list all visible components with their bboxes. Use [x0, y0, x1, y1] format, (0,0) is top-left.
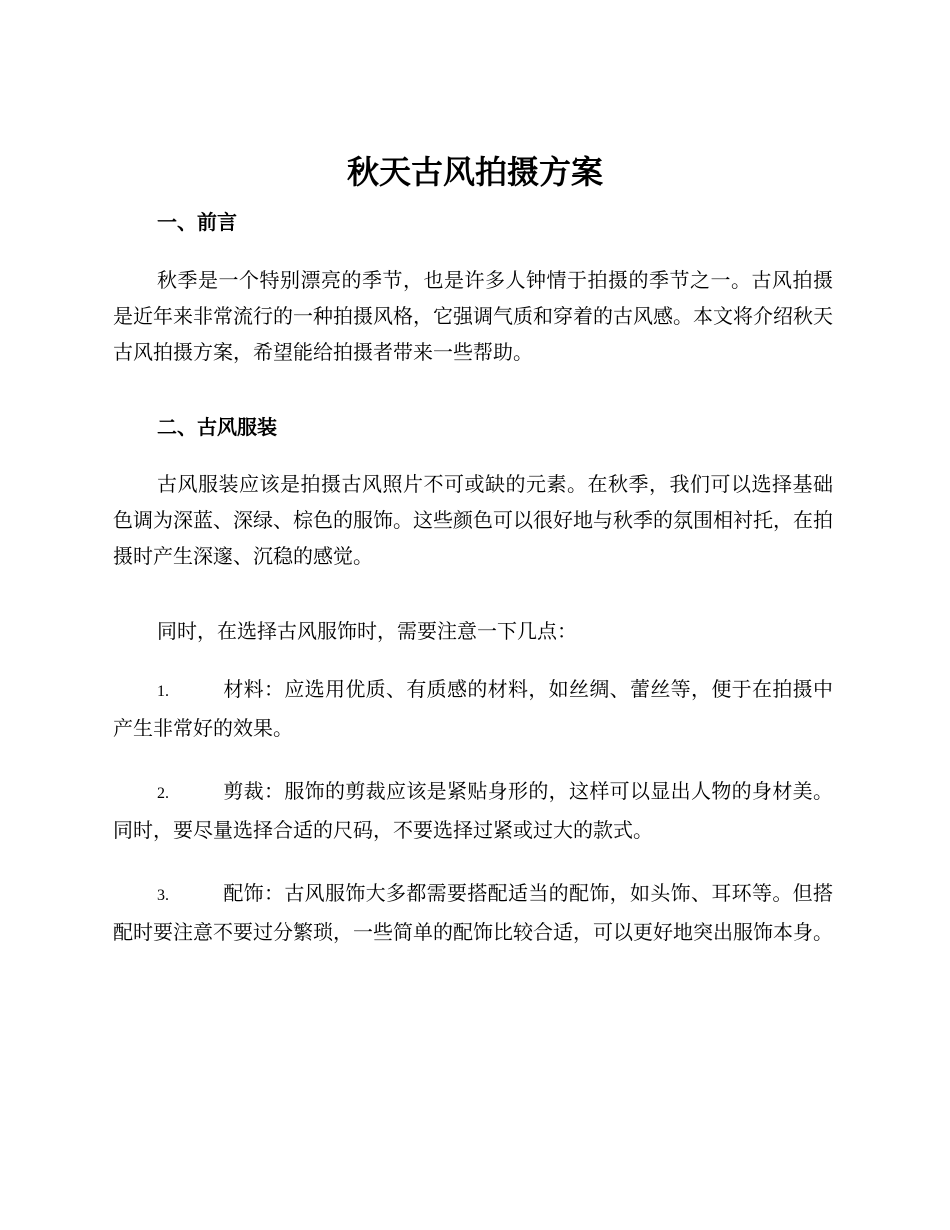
list-item-text: 材料：应选用优质、有质感的材料，如丝绸、蕾丝等，便于在拍摄中产生非常好的效果。	[113, 677, 833, 740]
list-item-text: 配饰：古风服饰大多都需要搭配适当的配饰，如头饰、耳环等。但搭配时要注意不要过分繁琐，一些简单的配饰比较合适，可以更好地突出服饰本身。	[113, 881, 833, 944]
section-heading-preface: 一、前言	[157, 210, 237, 234]
preface-paragraph: 秋季是一个特别漂亮的季节，也是许多人钟情于拍摄的季节之一。古风拍摄是近年来非常流行的一种拍摄风格，它强调气质和穿着的古风感。本文将介绍秋天古风拍摄方案，希望能给拍摄者带来一些帮助。	[113, 268, 833, 364]
costume-paragraph: 古风服装应该是拍摄古风照片不可或缺的元素。在秋季，我们可以选择基础色调为深蓝、深绿、棕色的服饰。这些颜色可以很好地与秋季的氛围相衬托，在拍摄时产生深邃、沉稳的感觉。	[113, 472, 833, 568]
costume-notes-intro: 同时，在选择古风服饰时，需要注意一下几点：	[157, 619, 577, 643]
list-item-text: 剪裁：服饰的剪裁应该是紧贴身形的，这样可以显出人物的身材美。同时，要尽量选择合适的尺码，不要选择过紧或过大的款式。	[113, 779, 833, 842]
list-item	[113, 875, 833, 950]
document-title: 秋天古风拍摄方案	[346, 153, 603, 191]
list-item-number: 3.	[157, 887, 169, 904]
list-item	[113, 671, 833, 746]
list-item	[113, 773, 833, 848]
section-heading-costume: 二、古风服装	[157, 415, 277, 439]
list-item-number: 2.	[157, 785, 169, 802]
list-item-number: 1.	[157, 683, 169, 700]
